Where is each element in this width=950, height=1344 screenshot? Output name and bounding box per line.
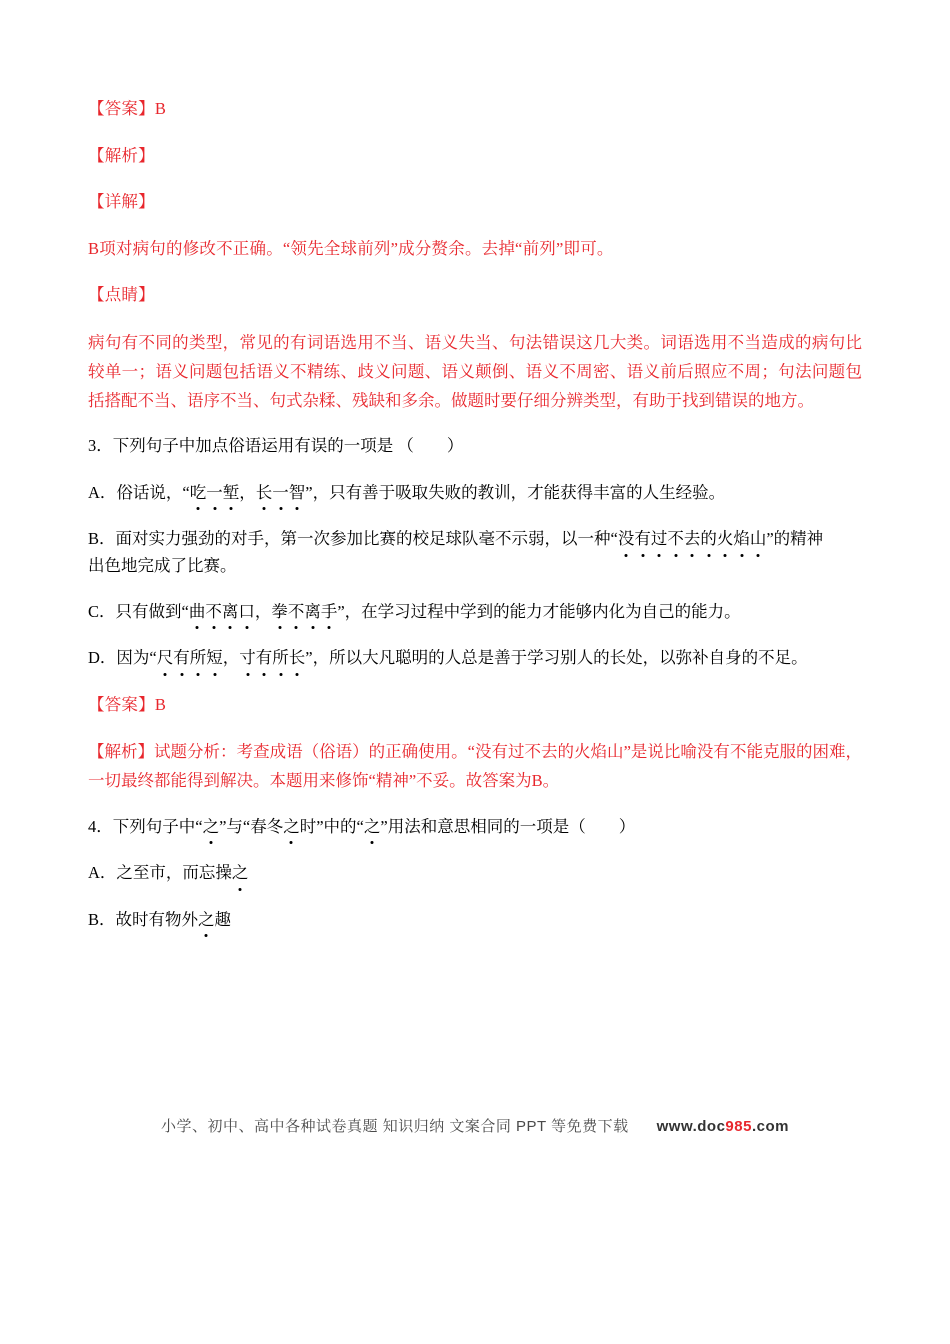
analysis-3 [88,738,862,796]
detail-2-text: B项对病句的修改不正确。“领先全球前列”成分赘余。去掉“前列”即可。 [88,238,614,258]
answer-3-value: B [154,694,167,714]
answer-2-label: 【答案】 [88,99,155,118]
footer-site-com: .com [751,1118,789,1135]
option-c-text-pre: 只有做到“ [115,602,189,621]
tip-2-label: 【点睛】 [88,285,155,305]
question-3-stem-text: ．下列句子中加点俗语运用有误的一项是 [96,436,394,456]
footer-site-doc: www.doc [656,1118,726,1135]
option-b-dotted-phrase: 没有过不去的火焰山 [618,529,767,548]
option-b-line1-pre: 面对实力强劲的对手，第一次参加比赛的校足球队毫不示弱，以一种“ [115,529,618,549]
q4-option-b-dotted: 之 [198,907,215,933]
option-d-label: D． [88,648,117,668]
page-footer [0,1115,950,1136]
option-c-text-post: ”，在学习过程中学到的能力才能够内化为自己的能力。 [337,602,741,621]
analysis-3-label: 【解析】 [88,742,155,762]
question-3-option-c [88,599,862,625]
question-4-option-b [88,907,862,933]
q4-option-b-label: B． [88,909,116,929]
option-b-label: B． [88,529,116,549]
question-3-paren: （ ） [397,436,464,456]
answer-3-label: 【答案】 [88,694,155,714]
option-d-text-post: ”，所以大凡聪明的人总是善于学习别人的长处，以弥补自身的不足。 [305,648,808,668]
q4-option-a-pre: 之至市，而忘操 [116,863,232,883]
question-4-stem-b: ”与“春冬 [219,817,284,837]
question-4-option-a [88,860,862,886]
option-a-text-post: ”，只有善于吸取失败的教训，才能获得丰富的人生经验。 [305,482,726,502]
analysis-3-text: 试题分析：考查成语（俗语）的正确使用。“没有过不去的火焰山”是说比喻没有不能克服的困难，一切最终都能得到解决。本题用来修饰“精神”不妥。故答案为B。 [88,742,862,791]
analysis-2-label: 【解析】 [88,145,155,165]
tip-2-text: 病句有不同的类型，常见的有词语选用不当、语义失当、句法错误这几大类。词语选用不当造成的病句比较单一；语义问题包括语义不精练、歧义问题、语义颠倒、语义不周密、语义前后照应不周；句法问题包括搭配不当、语序不当、句式杂糅、残缺和多余。做题时要仔细分辨类型，有助于找到错误的地方。 [88,332,862,410]
detail-2-label: 【详解】 [88,192,155,212]
question-4-stem-a: ．下列句子中“ [96,817,203,837]
q4-option-a-dotted: 之 [232,860,249,886]
option-c-label: C． [88,602,116,621]
q4-option-b-post: 趣 [214,909,232,929]
option-d-text-pre: 因为“ [116,648,157,668]
question-4-stem-c: 时”中的“ [299,817,364,837]
option-a-label: A． [88,482,117,502]
q4-option-b-pre: 故时有物外 [115,909,199,929]
question-4-number: 4 [88,817,97,837]
question-3-stem [88,433,862,459]
option-b-line2: 出色地完成了比赛。 [88,555,237,575]
question-4-dot-3: 之 [364,814,381,840]
option-a-text-pre: 俗话说，“ [116,482,190,502]
option-c-dotted-phrase: 曲不离口，拳不离手 [189,602,338,621]
question-4-dot-1: 之 [203,814,220,840]
option-a-dotted-phrase: 吃一堑，长一智 [190,483,306,502]
question-4-stem [88,814,862,840]
question-3-option-d [88,645,862,671]
answer-3 [88,692,862,718]
footer-text: 小学、初中、高中各种试卷真题 知识归纳 文案合同 PPT 等免费下载 [161,1118,629,1135]
option-b-line1-post: ”的精神 [766,529,824,549]
question-4-dot-2: 之 [283,814,300,840]
question-3-number: 3 [88,436,97,456]
footer-site [657,1118,789,1135]
question-3-option-b [88,526,862,579]
question-3-option-a [88,480,862,506]
question-4-stem-d: ”用法和意思相同的一项是（ ） [380,817,636,837]
q4-option-a-label: A． [88,863,117,883]
answer-2 [88,96,862,122]
footer-site-985: 985 [725,1118,752,1135]
answer-2-value: B [154,99,167,118]
option-d-dotted-phrase: 尺有所短，寸有所长 [157,648,306,667]
